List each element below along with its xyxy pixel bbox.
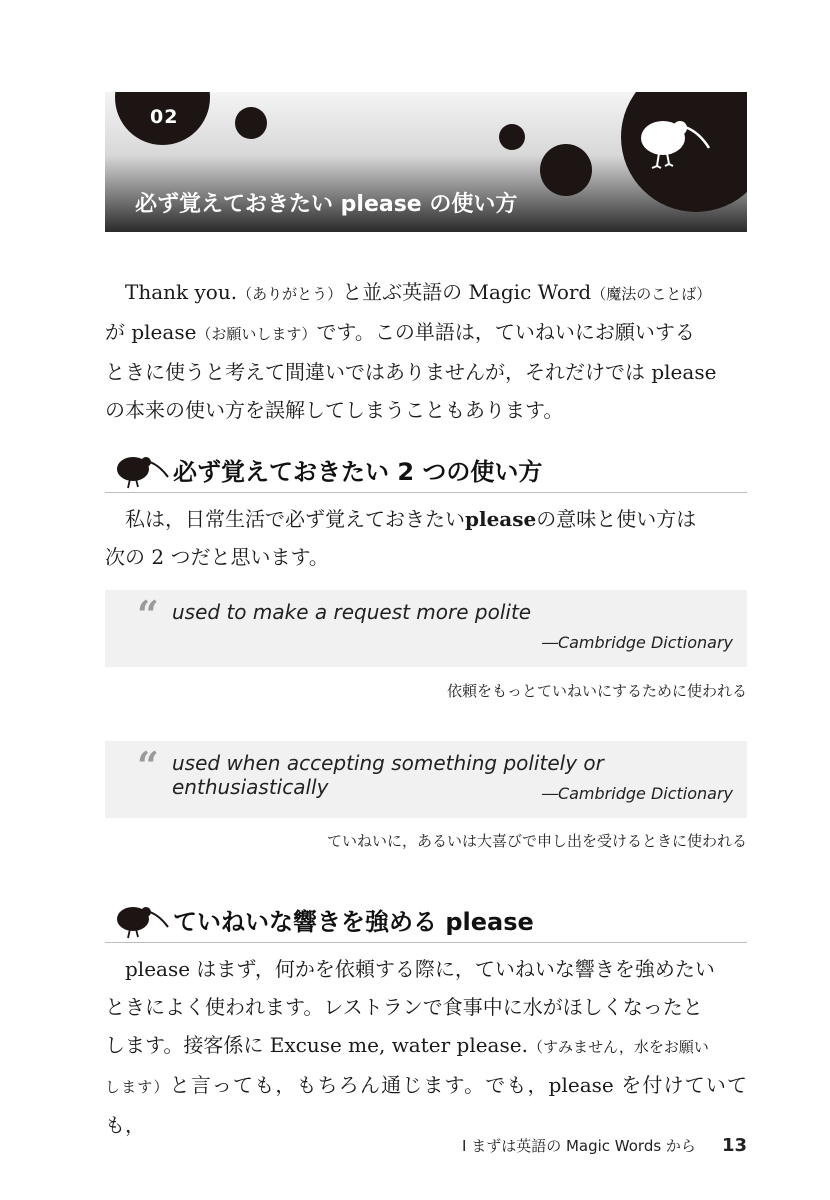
page-number: 13	[721, 1135, 747, 1156]
intro-line-3: ときに使うと考えて間違いではありませんが，それだけでは please	[105, 360, 717, 384]
section-1-paragraph	[105, 500, 747, 576]
section-2-line-2: ときによく使われます。レストランで食事中に水がほしくなったと	[105, 995, 703, 1019]
running-footer-text: Ⅰ まずは英語の Magic Words から	[462, 1137, 696, 1155]
intro-paragraph	[105, 273, 747, 429]
quote-text: used to make a request more polite	[172, 600, 532, 624]
chapter-banner	[105, 92, 747, 232]
intro-line-1: Thank you.（ありがとう）と並ぶ英語の Magic Word（魔法のことば）	[125, 280, 712, 304]
intro-line-2: が please（お願いします）です。この単語は，ていねいにお願いする	[105, 320, 695, 344]
quote-text: used when accepting something politely or enthusiastically	[172, 751, 604, 799]
decorative-circle-small-2	[499, 124, 525, 150]
decorative-circle-small-1	[235, 107, 267, 139]
section-2-line-3: します。接客係に Excuse me, water please.（すみません，水をお願い	[105, 1033, 709, 1057]
quote-mark-icon: “	[137, 743, 159, 788]
section-title: 必ず覚えておきたい 2 つの使い方	[173, 458, 543, 486]
quote-translation: 依頼をもっとていねいにするために使われる	[446, 682, 747, 700]
section-2-line-4: します）と言っても，もちろん通じます。でも，please を付けていても，	[105, 1073, 747, 1137]
definition-quote-box	[105, 590, 747, 667]
quote-mark-icon: “	[137, 592, 159, 637]
kiwi-bird-icon	[633, 110, 711, 170]
chapter-title: 必ず覚えておきたい please の使い方	[135, 192, 518, 217]
decorative-circle-medium	[540, 144, 592, 196]
section-1-line-2: 次の 2 つだと思います。	[105, 545, 329, 569]
quote-source: ―Cambridge Dictionary	[541, 633, 733, 652]
kiwi-bird-icon	[111, 900, 169, 940]
definition-quote-box	[105, 741, 747, 818]
kiwi-bird-icon	[111, 450, 169, 490]
quote-translation: ていねいに，あるいは大喜びで申し出を受けるときに使われる	[326, 832, 747, 850]
section-heading-1	[105, 450, 747, 493]
section-title: ていねいな響きを強める please	[173, 908, 534, 936]
section-2-paragraph	[105, 950, 747, 1144]
chapter-number: 02	[150, 106, 179, 128]
intro-line-4: の本来の使い方を誤解してしまうこともあります。	[105, 398, 564, 422]
section-2-line-1: please はまず，何かを依頼する際に，ていねいな響きを強めたい	[125, 957, 715, 981]
section-1-line-1: 私は，日常生活で必ず覚えておきたいpleaseの意味と使い方は	[125, 507, 697, 531]
quote-source: ―Cambridge Dictionary	[541, 784, 733, 803]
page-footer	[462, 1135, 747, 1156]
section-heading-2	[105, 900, 747, 943]
